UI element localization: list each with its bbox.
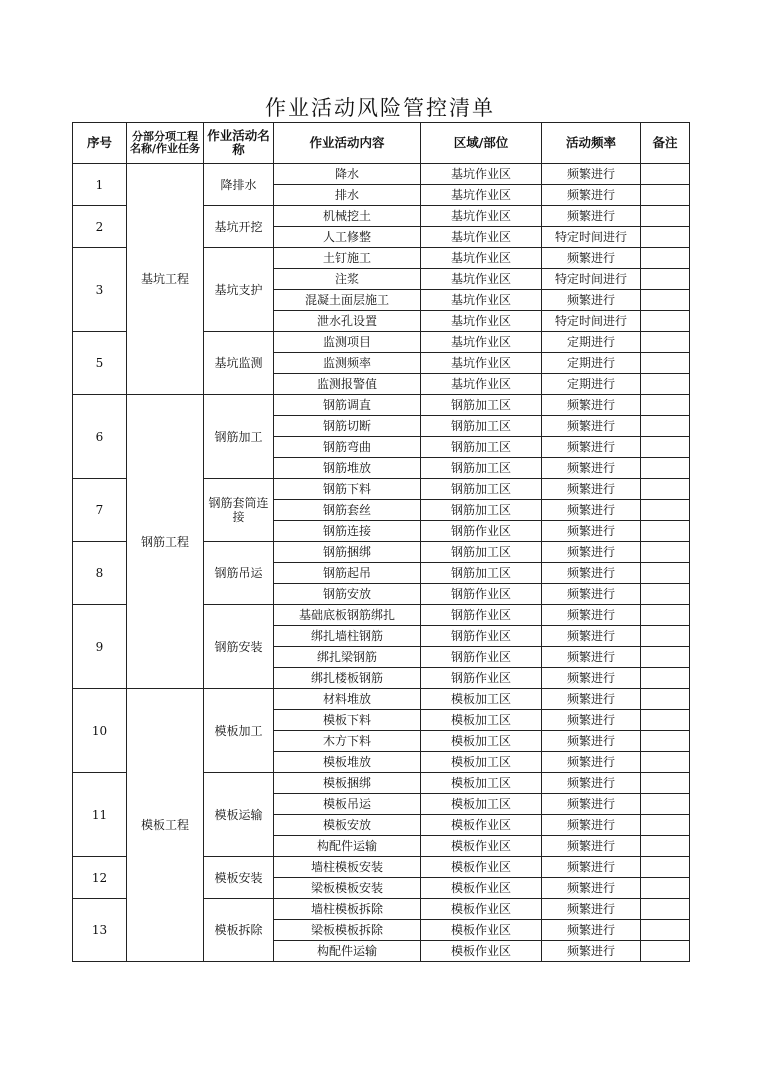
remarks-cell xyxy=(641,458,690,479)
activity-content: 构配件运输 xyxy=(274,941,421,962)
activity-content: 模板捆绑 xyxy=(274,773,421,794)
document-title: 作业活动风险管控清单 xyxy=(265,96,495,120)
frequency: 频繁进行 xyxy=(542,458,641,479)
activity-content: 模板堆放 xyxy=(274,752,421,773)
frequency: 频繁进行 xyxy=(542,794,641,815)
activity-name: 钢筋吊运 xyxy=(204,542,274,605)
activity-content: 基础底板钢筋绑扎 xyxy=(274,605,421,626)
area: 模板作业区 xyxy=(421,878,542,899)
division-name: 基坑工程 xyxy=(127,164,204,395)
area: 钢筋作业区 xyxy=(421,584,542,605)
activity-content: 人工修整 xyxy=(274,227,421,248)
remarks-cell xyxy=(641,395,690,416)
activity-name: 基坑开挖 xyxy=(204,206,274,248)
activity-content: 梁板模板安装 xyxy=(274,878,421,899)
area: 钢筋加工区 xyxy=(421,437,542,458)
area: 模板加工区 xyxy=(421,773,542,794)
remarks-cell xyxy=(641,269,690,290)
header-division: 分部分项工程名称/作业任务 xyxy=(127,123,204,164)
header-activity-name: 作业活动名称 xyxy=(204,123,274,164)
header-area: 区域/部位 xyxy=(421,123,542,164)
frequency: 频繁进行 xyxy=(542,563,641,584)
area: 模板加工区 xyxy=(421,752,542,773)
activity-name: 模板运输 xyxy=(204,773,274,857)
remarks-cell xyxy=(641,710,690,731)
area: 基坑作业区 xyxy=(421,332,542,353)
remarks-cell xyxy=(641,563,690,584)
frequency: 频繁进行 xyxy=(542,290,641,311)
area: 钢筋加工区 xyxy=(421,563,542,584)
activity-content: 钢筋切断 xyxy=(274,416,421,437)
remarks-cell xyxy=(641,437,690,458)
table-row xyxy=(73,689,690,710)
frequency: 频繁进行 xyxy=(542,185,641,206)
area: 基坑作业区 xyxy=(421,185,542,206)
remarks-cell xyxy=(641,185,690,206)
seq-number: 12 xyxy=(73,857,127,899)
area: 钢筋加工区 xyxy=(421,416,542,437)
activity-content: 墙柱模板拆除 xyxy=(274,899,421,920)
remarks-cell xyxy=(641,500,690,521)
frequency: 频繁进行 xyxy=(542,500,641,521)
frequency: 定期进行 xyxy=(542,374,641,395)
activity-content: 钢筋调直 xyxy=(274,395,421,416)
frequency: 频繁进行 xyxy=(542,878,641,899)
remarks-cell xyxy=(641,794,690,815)
remarks-cell xyxy=(641,836,690,857)
seq-number: 7 xyxy=(73,479,127,542)
area: 模板作业区 xyxy=(421,815,542,836)
activity-content: 排水 xyxy=(274,185,421,206)
area: 模板作业区 xyxy=(421,941,542,962)
frequency: 频繁进行 xyxy=(542,164,641,185)
activity-content: 土钉施工 xyxy=(274,248,421,269)
activity-content: 混凝土面层施工 xyxy=(274,290,421,311)
frequency: 频繁进行 xyxy=(542,584,641,605)
frequency: 频繁进行 xyxy=(542,395,641,416)
area: 基坑作业区 xyxy=(421,269,542,290)
remarks-cell xyxy=(641,941,690,962)
activity-name: 模板安装 xyxy=(204,857,274,899)
frequency: 频繁进行 xyxy=(542,521,641,542)
activity-content: 钢筋弯曲 xyxy=(274,437,421,458)
remarks-cell xyxy=(641,731,690,752)
area: 模板作业区 xyxy=(421,836,542,857)
header-row xyxy=(73,123,690,164)
activity-name: 钢筋加工 xyxy=(204,395,274,479)
seq-number: 1 xyxy=(73,164,127,206)
area: 基坑作业区 xyxy=(421,353,542,374)
frequency: 频繁进行 xyxy=(542,248,641,269)
activity-name: 基坑监测 xyxy=(204,332,274,395)
remarks-cell xyxy=(641,164,690,185)
activity-content: 钢筋连接 xyxy=(274,521,421,542)
activity-content: 木方下料 xyxy=(274,731,421,752)
activity-content: 钢筋捆绑 xyxy=(274,542,421,563)
seq-number: 13 xyxy=(73,899,127,962)
area: 基坑作业区 xyxy=(421,374,542,395)
frequency: 频繁进行 xyxy=(542,752,641,773)
division-name: 模板工程 xyxy=(127,689,204,962)
frequency: 特定时间进行 xyxy=(542,311,641,332)
remarks-cell xyxy=(641,416,690,437)
activity-content: 绑扎梁钢筋 xyxy=(274,647,421,668)
header-activity-content: 作业活动内容 xyxy=(274,123,421,164)
remarks-cell xyxy=(641,752,690,773)
area: 模板加工区 xyxy=(421,689,542,710)
remarks-cell xyxy=(641,290,690,311)
activity-content: 注浆 xyxy=(274,269,421,290)
seq-number: 6 xyxy=(73,395,127,479)
area: 钢筋作业区 xyxy=(421,626,542,647)
table-row xyxy=(73,164,690,185)
header-seq: 序号 xyxy=(73,123,127,164)
activity-content: 钢筋起吊 xyxy=(274,563,421,584)
activity-content: 梁板模板拆除 xyxy=(274,920,421,941)
seq-number: 11 xyxy=(73,773,127,857)
activity-content: 钢筋下料 xyxy=(274,479,421,500)
area: 模板加工区 xyxy=(421,731,542,752)
area: 钢筋加工区 xyxy=(421,542,542,563)
frequency: 频繁进行 xyxy=(542,920,641,941)
frequency: 频繁进行 xyxy=(542,416,641,437)
remarks-cell xyxy=(641,773,690,794)
remarks-cell xyxy=(641,542,690,563)
remarks-cell xyxy=(641,584,690,605)
frequency: 频繁进行 xyxy=(542,668,641,689)
frequency: 频繁进行 xyxy=(542,605,641,626)
area: 钢筋作业区 xyxy=(421,605,542,626)
remarks-cell xyxy=(641,353,690,374)
activity-name: 降排水 xyxy=(204,164,274,206)
remarks-cell xyxy=(641,206,690,227)
frequency: 频繁进行 xyxy=(542,899,641,920)
area: 钢筋作业区 xyxy=(421,647,542,668)
activity-name: 基坑支护 xyxy=(204,248,274,332)
frequency: 频繁进行 xyxy=(542,815,641,836)
activity-name: 模板加工 xyxy=(204,689,274,773)
frequency: 特定时间进行 xyxy=(542,269,641,290)
frequency: 频繁进行 xyxy=(542,626,641,647)
area: 基坑作业区 xyxy=(421,311,542,332)
activity-content: 钢筋堆放 xyxy=(274,458,421,479)
remarks-cell xyxy=(641,626,690,647)
remarks-cell xyxy=(641,815,690,836)
risk-control-table xyxy=(72,122,690,962)
remarks-cell xyxy=(641,227,690,248)
activity-content: 监测报警值 xyxy=(274,374,421,395)
activity-content: 墙柱模板安装 xyxy=(274,857,421,878)
area: 钢筋加工区 xyxy=(421,479,542,500)
activity-content: 材料堆放 xyxy=(274,689,421,710)
header-remarks: 备注 xyxy=(641,123,690,164)
remarks-cell xyxy=(641,311,690,332)
area: 基坑作业区 xyxy=(421,206,542,227)
frequency: 频繁进行 xyxy=(542,710,641,731)
activity-content: 泄水孔设置 xyxy=(274,311,421,332)
activity-content: 构配件运输 xyxy=(274,836,421,857)
activity-content: 钢筋安放 xyxy=(274,584,421,605)
header-frequency: 活动频率 xyxy=(542,123,641,164)
frequency: 频繁进行 xyxy=(542,689,641,710)
area: 模板作业区 xyxy=(421,920,542,941)
activity-content: 机械挖土 xyxy=(274,206,421,227)
activity-content: 降水 xyxy=(274,164,421,185)
area: 基坑作业区 xyxy=(421,248,542,269)
area: 钢筋作业区 xyxy=(421,521,542,542)
frequency: 频繁进行 xyxy=(542,941,641,962)
remarks-cell xyxy=(641,899,690,920)
remarks-cell xyxy=(641,647,690,668)
frequency: 频繁进行 xyxy=(542,542,641,563)
frequency: 频繁进行 xyxy=(542,731,641,752)
seq-number: 2 xyxy=(73,206,127,248)
frequency: 频繁进行 xyxy=(542,836,641,857)
activity-content: 模板吊运 xyxy=(274,794,421,815)
division-name: 钢筋工程 xyxy=(127,395,204,689)
area: 基坑作业区 xyxy=(421,227,542,248)
activity-content: 绑扎墙柱钢筋 xyxy=(274,626,421,647)
frequency: 频繁进行 xyxy=(542,479,641,500)
area: 钢筋加工区 xyxy=(421,395,542,416)
remarks-cell xyxy=(641,605,690,626)
frequency: 频繁进行 xyxy=(542,437,641,458)
frequency: 定期进行 xyxy=(542,332,641,353)
frequency: 频繁进行 xyxy=(542,857,641,878)
remarks-cell xyxy=(641,689,690,710)
remarks-cell xyxy=(641,479,690,500)
remarks-cell xyxy=(641,878,690,899)
activity-content: 绑扎楼板钢筋 xyxy=(274,668,421,689)
remarks-cell xyxy=(641,668,690,689)
activity-content: 模板下料 xyxy=(274,710,421,731)
frequency: 频繁进行 xyxy=(542,647,641,668)
seq-number: 3 xyxy=(73,248,127,332)
frequency: 定期进行 xyxy=(542,353,641,374)
remarks-cell xyxy=(641,248,690,269)
seq-number: 9 xyxy=(73,605,127,689)
seq-number: 5 xyxy=(73,332,127,395)
activity-content: 监测项目 xyxy=(274,332,421,353)
remarks-cell xyxy=(641,332,690,353)
frequency: 频繁进行 xyxy=(542,773,641,794)
table-row xyxy=(73,395,690,416)
area: 钢筋加工区 xyxy=(421,500,542,521)
activity-name: 钢筋套筒连接 xyxy=(204,479,274,542)
activity-name: 模板拆除 xyxy=(204,899,274,962)
seq-number: 10 xyxy=(73,689,127,773)
activity-content: 钢筋套丝 xyxy=(274,500,421,521)
area: 基坑作业区 xyxy=(421,164,542,185)
remarks-cell xyxy=(641,920,690,941)
area: 钢筋加工区 xyxy=(421,458,542,479)
seq-number: 8 xyxy=(73,542,127,605)
area: 基坑作业区 xyxy=(421,290,542,311)
remarks-cell xyxy=(641,374,690,395)
activity-content: 模板安放 xyxy=(274,815,421,836)
area: 模板作业区 xyxy=(421,899,542,920)
area: 模板加工区 xyxy=(421,710,542,731)
remarks-cell xyxy=(641,857,690,878)
frequency: 频繁进行 xyxy=(542,206,641,227)
frequency: 特定时间进行 xyxy=(542,227,641,248)
activity-content: 监测频率 xyxy=(274,353,421,374)
remarks-cell xyxy=(641,521,690,542)
area: 钢筋作业区 xyxy=(421,668,542,689)
activity-name: 钢筋安装 xyxy=(204,605,274,689)
area: 模板作业区 xyxy=(421,857,542,878)
area: 模板加工区 xyxy=(421,794,542,815)
